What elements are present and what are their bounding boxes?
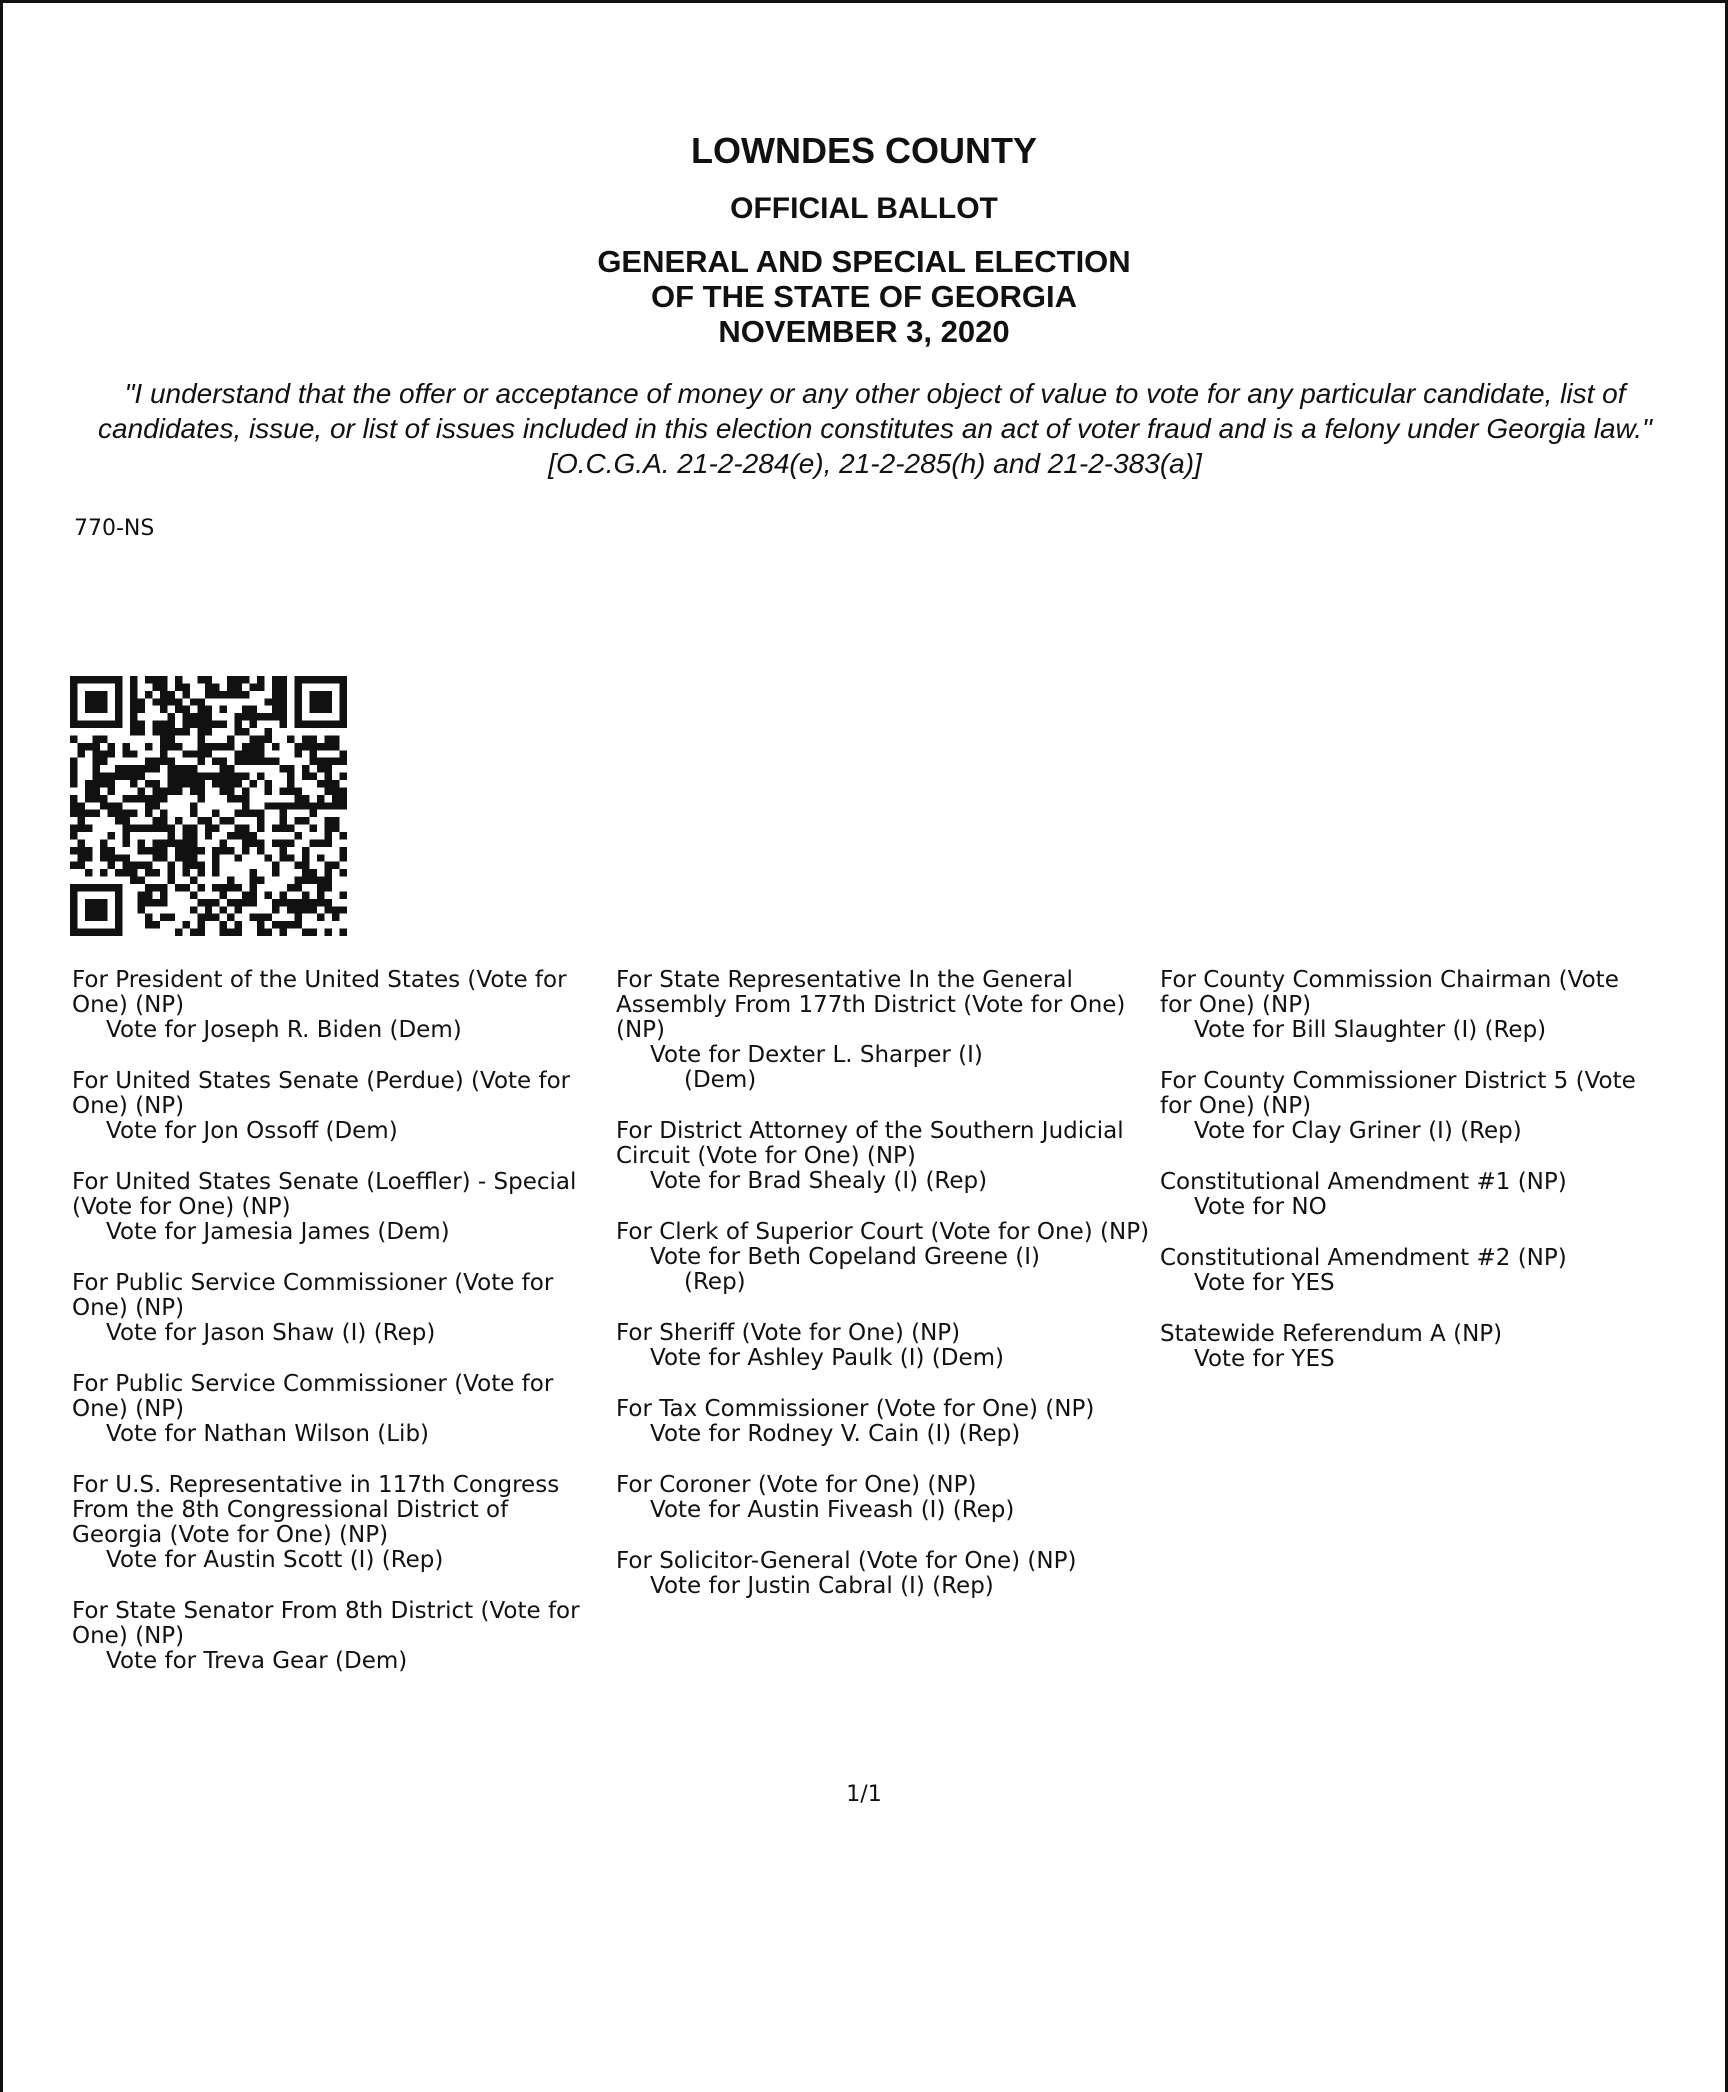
vote-selection: Vote for YES <box>1194 1270 1335 1296</box>
contest-title: For County Commissioner District 5 (Vote <box>1160 1068 1636 1094</box>
vote-text: Vote for Beth Copeland Greene (I) <box>650 1244 1040 1270</box>
contest-item <box>72 968 602 1043</box>
vote-text-continued: (Dem) <box>684 1067 757 1093</box>
contest-title: For County Commission Chairman (Vote <box>1160 968 1619 993</box>
contest-item <box>616 1321 1156 1371</box>
contest-item <box>616 968 1156 1093</box>
election-date: NOVEMBER 3, 2020 <box>718 314 1010 349</box>
contest-title: For Solicitor-General (Vote for One) (NP) <box>616 1548 1077 1574</box>
contest-title: Constitutional Amendment #2 (NP) <box>1160 1245 1567 1271</box>
contest-item <box>616 1119 1156 1194</box>
contest-title: For Tax Commissioner (Vote for One) (NP) <box>616 1396 1095 1422</box>
contest-title-line-2: for One) (NP) <box>1160 992 1312 1018</box>
page-border-top <box>0 0 1728 3</box>
contest-title: For Coroner (Vote for One) (NP) <box>616 1472 977 1498</box>
voter-oath: "I understand that the offer or acceptance of money or any other object of value to vote for any particular candidate, list of candidates, issue, or list of issues included in this election constitutes an act of voter fraud and is a felony under Georgia law." [O.C.G.A. 21-2-284(e), 21-2-285(h) and 21-2-383(a)] <box>98 378 1652 479</box>
vote-selection: Vote for Jamesia James (Dem) <box>106 1219 450 1245</box>
contest-item <box>72 1599 602 1674</box>
contest-title: For U.S. Representative in 117th Congress From the 8th Congressional District of Georgia (Vote for One) (NP) <box>72 1472 560 1548</box>
vote-selection: Vote for YES <box>1194 1346 1335 1372</box>
contest-title: For President of the United States (Vote for One) (NP) <box>72 967 567 1018</box>
contest-item <box>616 1220 1156 1295</box>
vote-selection: Vote for Jon Ossoff (Dem) <box>106 1118 398 1144</box>
vote-selection: Vote for Clay Griner (I) (Rep) <box>1194 1118 1522 1144</box>
contest-title-line-2: for One) (NP) <box>1160 1093 1312 1119</box>
contest-item <box>72 1271 602 1346</box>
contest-title: For United States Senate (Perdue) (Vote for One) (NP) <box>72 1068 571 1119</box>
contest-title: Statewide Referendum A (NP) <box>1160 1321 1503 1347</box>
contest-title: For United States Senate (Loeffler) - Special (Vote for One) (NP) <box>72 1169 577 1220</box>
contest-item <box>616 1397 1156 1447</box>
vote-selection: Vote for Bill Slaughter (I) (Rep) <box>1194 1017 1547 1043</box>
county-title: LOWNDES COUNTY <box>691 130 1037 171</box>
contest-item <box>616 1473 1156 1523</box>
contest-item <box>72 1473 602 1573</box>
ballot-code: 770-NS <box>74 516 155 541</box>
contest-item <box>72 1069 602 1144</box>
contest-title: Constitutional Amendment #1 (NP) <box>1160 1169 1567 1195</box>
vote-selection: Vote for Jason Shaw (I) (Rep) <box>106 1320 436 1346</box>
contest-item <box>1160 1069 1680 1144</box>
contest-title: For Public Service Commissioner (Vote for One) (NP) <box>72 1270 554 1321</box>
qr-code-icon <box>70 676 347 936</box>
contest-item <box>1160 1170 1680 1220</box>
contest-column-3 <box>1160 968 1680 1398</box>
election-title <box>0 244 1728 349</box>
contest-title: For State Senator From 8th District (Vote for One) (NP) <box>72 1598 580 1649</box>
contest-title: For District Attorney of the Southern Judicial Circuit (Vote for One) (NP) <box>616 1118 1124 1169</box>
contest-column-2 <box>616 968 1156 1625</box>
vote-selection: Vote for Joseph R. Biden (Dem) <box>106 1017 462 1043</box>
contest-item <box>1160 968 1680 1043</box>
vote-selection: Vote for Treva Gear (Dem) <box>106 1648 408 1674</box>
contest-item <box>616 1549 1156 1599</box>
vote-selection: Vote for Justin Cabral (I) (Rep) <box>650 1573 994 1599</box>
vote-selection: Vote for Brad Shealy (I) (Rep) <box>650 1168 988 1194</box>
contest-item <box>1160 1246 1680 1296</box>
vote-text-continued: (Rep) <box>684 1269 746 1295</box>
contest-item <box>72 1372 602 1447</box>
page-number: 1/1 <box>846 1782 882 1807</box>
election-line-2: OF THE STATE OF GEORGIA <box>651 279 1077 314</box>
vote-selection: Vote for NO <box>1194 1194 1327 1220</box>
vote-selection: Vote for Rodney V. Cain (I) (Rep) <box>650 1421 1021 1447</box>
contest-column-1 <box>72 968 602 1700</box>
vote-selection: Vote for Nathan Wilson (Lib) <box>106 1421 430 1447</box>
vote-selection <box>616 1245 1156 1295</box>
contest-title: For State Representative In the General Assembly From 177th District (Vote for One) (NP) <box>616 967 1126 1043</box>
ballot-title: OFFICIAL BALLOT <box>730 192 998 225</box>
contest-item <box>1160 1322 1680 1372</box>
vote-selection: Vote for Austin Fiveash (I) (Rep) <box>650 1497 1015 1523</box>
contest-title: For Sheriff (Vote for One) (NP) <box>616 1320 961 1346</box>
vote-selection: Vote for Austin Scott (I) (Rep) <box>106 1547 444 1573</box>
contest-title: For Clerk of Superior Court (Vote for One) (NP) <box>616 1219 1150 1245</box>
election-line-1: GENERAL AND SPECIAL ELECTION <box>597 244 1131 279</box>
vote-text: Vote for Dexter L. Sharper (I) <box>650 1042 983 1068</box>
contest-title: For Public Service Commissioner (Vote for One) (NP) <box>72 1371 554 1422</box>
contest-item <box>72 1170 602 1245</box>
vote-selection <box>616 1043 1156 1093</box>
vote-selection: Vote for Ashley Paulk (I) (Dem) <box>650 1345 1004 1371</box>
